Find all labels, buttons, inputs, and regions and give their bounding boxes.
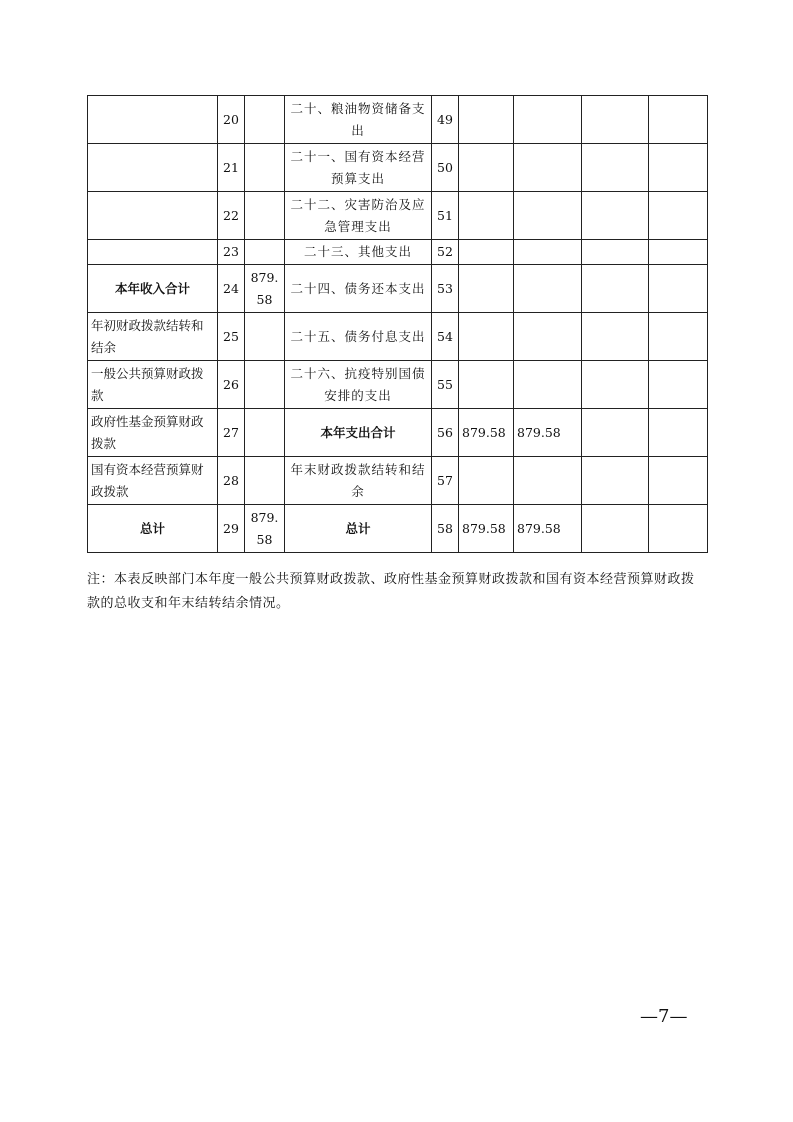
table-row [88, 192, 708, 240]
expense-general-budget: 879.58 [514, 505, 582, 553]
income-amount [245, 192, 285, 240]
expense-total: 879.58 [459, 409, 514, 457]
expense-total [459, 457, 514, 505]
expense-state-capital-budget [649, 361, 708, 409]
table-row [88, 457, 708, 505]
income-line-number: 29 [218, 505, 245, 553]
income-line-number: 27 [218, 409, 245, 457]
income-line-number: 26 [218, 361, 245, 409]
table-footnote: 注：本表反映部门本年度一般公共预算财政拨款、政府性基金预算财政拨款和国有资本经营预算财政拨款的总收支和年末结转结余情况。 [87, 572, 695, 611]
income-amount [245, 457, 285, 505]
page-number: —7— [640, 1006, 688, 1027]
expense-line-number: 50 [432, 144, 459, 192]
income-amount [245, 240, 285, 265]
expense-line-number: 49 [432, 96, 459, 144]
table-row [88, 313, 708, 361]
income-line-number: 21 [218, 144, 245, 192]
income-amount [245, 409, 285, 457]
income-item [88, 192, 218, 240]
expense-general-budget [514, 457, 582, 505]
expense-total: 879.58 [459, 505, 514, 553]
expense-fund-budget [582, 240, 649, 265]
expense-item: 本年支出合计 [285, 409, 432, 457]
expense-total [459, 192, 514, 240]
income-item: 总计 [88, 505, 218, 553]
income-amount: 879.58 [245, 265, 285, 313]
expense-state-capital-budget [649, 192, 708, 240]
expense-fund-budget [582, 409, 649, 457]
expense-general-budget [514, 361, 582, 409]
expense-fund-budget [582, 457, 649, 505]
expense-fund-budget [582, 313, 649, 361]
expense-state-capital-budget [649, 505, 708, 553]
expense-item: 二十五、债务付息支出 [285, 313, 432, 361]
income-item: 年初财政拨款结转和结余 [88, 313, 218, 361]
expense-state-capital-budget [649, 144, 708, 192]
income-item: 本年收入合计 [88, 265, 218, 313]
table-row [88, 265, 708, 313]
expense-item: 二十、粮油物资储备支出 [285, 96, 432, 144]
income-item [88, 240, 218, 265]
expense-state-capital-budget [649, 457, 708, 505]
income-line-number: 24 [218, 265, 245, 313]
expense-line-number: 53 [432, 265, 459, 313]
expense-fund-budget [582, 144, 649, 192]
income-line-number: 20 [218, 96, 245, 144]
expense-line-number: 55 [432, 361, 459, 409]
income-line-number: 28 [218, 457, 245, 505]
expense-item: 二十六、抗疫特别国债安排的支出 [285, 361, 432, 409]
income-line-number: 25 [218, 313, 245, 361]
income-item: 政府性基金预算财政拨款 [88, 409, 218, 457]
income-item [88, 144, 218, 192]
table-row [88, 96, 708, 144]
expense-item: 二十四、债务还本支出 [285, 265, 432, 313]
expense-general-budget [514, 313, 582, 361]
expense-line-number: 56 [432, 409, 459, 457]
expense-general-budget [514, 144, 582, 192]
expense-item: 总计 [285, 505, 432, 553]
expense-total [459, 240, 514, 265]
income-amount [245, 313, 285, 361]
expense-total [459, 96, 514, 144]
income-amount [245, 96, 285, 144]
expense-item: 二十三、其他支出 [285, 240, 432, 265]
income-item: 一般公共预算财政拨款 [88, 361, 218, 409]
expense-item: 年末财政拨款结转和结余 [285, 457, 432, 505]
expense-general-budget: 879.58 [514, 409, 582, 457]
expense-total [459, 265, 514, 313]
expense-total [459, 313, 514, 361]
expense-item: 二十二、灾害防治及应急管理支出 [285, 192, 432, 240]
expense-line-number: 57 [432, 457, 459, 505]
income-line-number: 23 [218, 240, 245, 265]
expense-general-budget [514, 96, 582, 144]
expense-line-number: 54 [432, 313, 459, 361]
expense-item: 二十一、国有资本经营预算支出 [285, 144, 432, 192]
expense-fund-budget [582, 361, 649, 409]
table-row [88, 240, 708, 265]
expense-fund-budget [582, 505, 649, 553]
expense-total [459, 361, 514, 409]
income-amount [245, 361, 285, 409]
income-item [88, 96, 218, 144]
expense-fund-budget [582, 265, 649, 313]
expense-line-number: 52 [432, 240, 459, 265]
table-row [88, 361, 708, 409]
expense-general-budget [514, 240, 582, 265]
expense-state-capital-budget [649, 409, 708, 457]
expense-line-number: 51 [432, 192, 459, 240]
income-line-number: 22 [218, 192, 245, 240]
table-row [88, 505, 708, 553]
income-amount: 879.58 [245, 505, 285, 553]
income-item: 国有资本经营预算财政拨款 [88, 457, 218, 505]
table-row [88, 144, 708, 192]
expense-total [459, 144, 514, 192]
expense-state-capital-budget [649, 240, 708, 265]
expense-state-capital-budget [649, 313, 708, 361]
expense-general-budget [514, 265, 582, 313]
expense-state-capital-budget [649, 96, 708, 144]
expense-fund-budget [582, 96, 649, 144]
expense-state-capital-budget [649, 265, 708, 313]
expense-fund-budget [582, 192, 649, 240]
income-amount [245, 144, 285, 192]
expense-line-number: 58 [432, 505, 459, 553]
expense-general-budget [514, 192, 582, 240]
budget-table [87, 95, 708, 553]
table-row [88, 409, 708, 457]
